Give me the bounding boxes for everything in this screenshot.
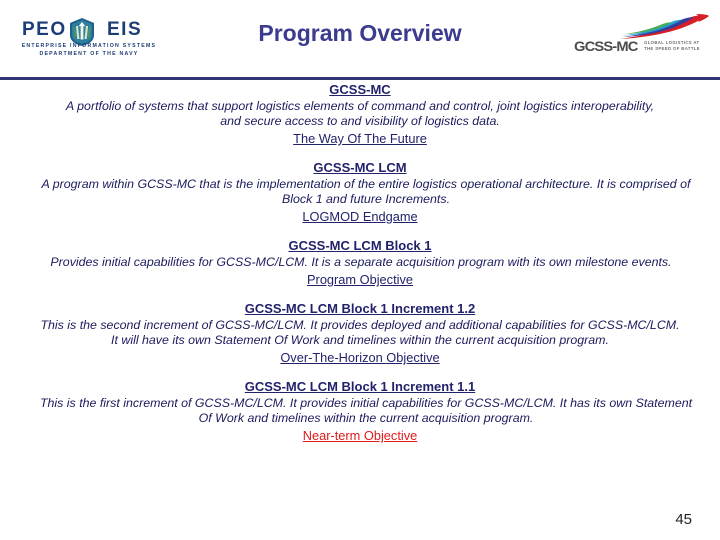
content-block-gcss-mc-lcm: [30, 160, 690, 225]
peo-eis-subtitle: [19, 43, 159, 58]
slide-header: [0, 0, 720, 78]
block-description: This is the first increment of GCSS-MC/LCM. It provides initial capabilities for GCSS-MC/LCM. It has its own Statement Of Work and timelines within the current acquisition program.: [39, 396, 693, 425]
block-description: Provides initial capabilities for GCSS-MC/LCM. It is a separate acquisition program with its own milestone events.: [50, 255, 672, 269]
peo-eis-subtitle-line1: ENTERPRISE INFORMATION SYSTEMS: [21, 43, 157, 49]
page-title: Program Overview: [258, 20, 462, 46]
header-divider: [0, 77, 720, 80]
gcss-mc-tagline: [644, 40, 710, 52]
block-tagline: Near-term Objective: [302, 428, 418, 443]
block-tagline: Program Objective: [307, 272, 413, 287]
peo-logo-text-peo: PEO: [22, 19, 67, 40]
block-tagline: LOGMOD Endgame: [302, 209, 418, 224]
content-block-increment-1-2: [30, 301, 690, 366]
content-block-gcss-mc: [30, 82, 690, 147]
peo-eis-wordmark: [8, 17, 158, 43]
block-heading: GCSS-MC: [329, 82, 391, 97]
gcss-mc-tagline-line2: THE SPEED OF BATTLE: [644, 46, 700, 51]
slide-body: [0, 82, 720, 444]
content-block-increment-1-1: [30, 379, 693, 444]
block-description: A portfolio of systems that support logistics elements of command and control, joint logistics interoperability, and secure access to and visibility of logistics data.: [65, 99, 655, 128]
peo-eis-logo: [8, 17, 158, 61]
block-description: This is the second increment of GCSS-MC/LCM. It provides deployed and additional capabilities for GCSS-MC/LCM. It will have its own Statement Of Work and timelines within the current acquisition program.: [40, 318, 680, 347]
block-tagline: Over-The-Horizon Objective: [280, 350, 440, 365]
gcss-mc-logo: [572, 12, 710, 58]
block-heading: GCSS-MC LCM: [313, 160, 407, 175]
content-block-block-1: [30, 238, 690, 288]
block-heading: GCSS-MC LCM Block 1: [288, 238, 432, 253]
block-tagline: The Way Of The Future: [293, 131, 427, 146]
peo-logo-text-eis: EIS: [107, 19, 143, 40]
page-number: 45: [675, 511, 692, 528]
gcss-mc-wordmark: GCSS-MC: [574, 38, 638, 54]
peo-eis-subtitle-line2: DEPARTMENT OF THE NAVY: [39, 50, 139, 57]
block-heading: GCSS-MC LCM Block 1 Increment 1.2: [244, 301, 476, 316]
block-description: A program within GCSS-MC that is the implementation of the entire logistics operational architecture. It is comprised of Block 1 and future Increments.: [41, 177, 691, 206]
block-heading: GCSS-MC LCM Block 1 Increment 1.1: [244, 379, 476, 394]
gcss-mc-tagline-line1: GLOBAL LOGISTICS AT: [644, 40, 700, 45]
